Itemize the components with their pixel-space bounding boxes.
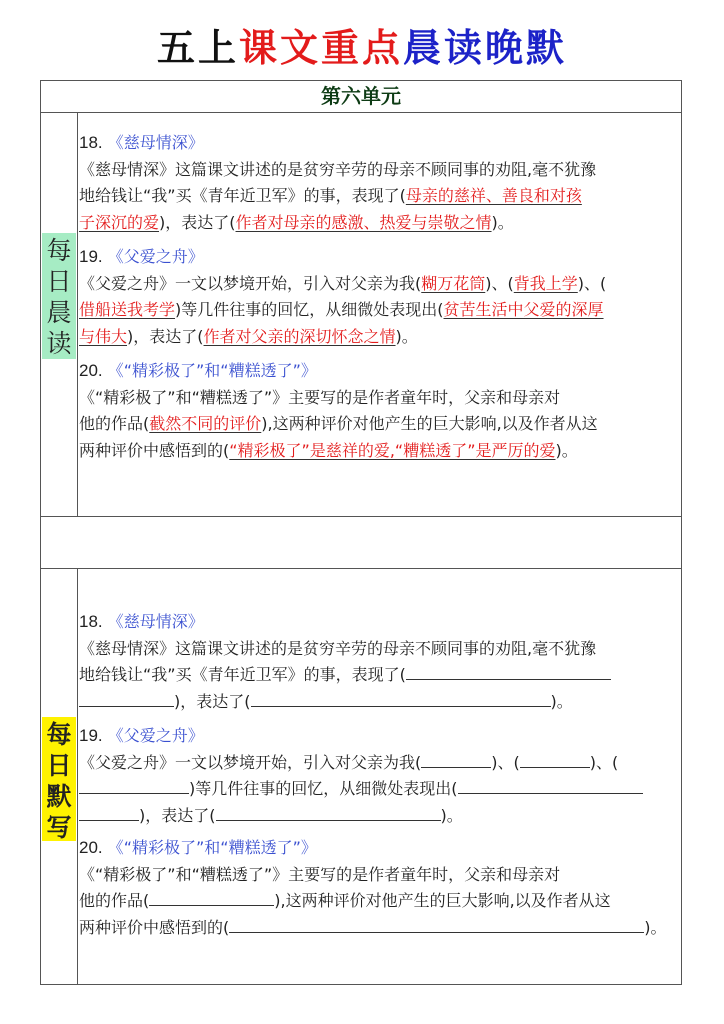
morning-reading-label: [42, 233, 76, 359]
unit-header: 第六单元: [41, 81, 681, 113]
body-text: )、(: [589, 752, 619, 772]
answer-text: 背我上学: [513, 273, 578, 293]
body-text: 他的作品(: [79, 414, 150, 433]
body-text: )。: [550, 691, 573, 711]
text-line: [79, 297, 675, 324]
body-text: )。: [644, 917, 667, 937]
body-text: 地给钱让“我”买《青年近卫军》的事，表现了(: [79, 665, 406, 684]
text-line: [79, 157, 675, 184]
fill-in-blank[interactable]: [79, 777, 189, 794]
fill-in-blank[interactable]: [458, 777, 643, 794]
title-schedule: 晨读晚默: [403, 25, 568, 70]
label-column: [41, 569, 78, 984]
lesson-heading: [79, 723, 675, 750]
lesson-item: [79, 130, 675, 236]
body-text: 《慈母情深》这篇课文讲述的是贫穷辛劳的母亲不顾同事的劝阻,毫不犹豫: [79, 638, 597, 658]
body-text: 他的作品(: [79, 891, 150, 910]
morning-reading-section: [41, 113, 681, 517]
lesson-item: [79, 835, 675, 941]
label-char: 日: [46, 267, 72, 296]
text-line: [79, 888, 675, 915]
label-char: 日: [46, 751, 72, 780]
label-char: 晨: [46, 298, 72, 327]
text-line: [79, 385, 675, 412]
body-text: 《“精彩极了”和“糟糕透了”》主要写的是作者童年时，父亲和母亲对: [79, 387, 561, 407]
body-text: )，表达了(: [159, 212, 236, 232]
body-text: 《“精彩极了”和“糟糕透了”》主要写的是作者童年时，父亲和母亲对: [79, 864, 561, 884]
text-line: [79, 183, 675, 210]
answer-text: 子深沉的爱: [79, 212, 160, 232]
answer-text: 母亲的慈祥、善良和对孩: [405, 186, 582, 205]
lesson-title: 《慈母情深》: [102, 612, 204, 631]
lesson-heading: [79, 609, 675, 636]
label-char: 读: [46, 329, 72, 358]
body-text: 《父爱之舟》一文以梦境开始，引入对父亲为我(: [79, 273, 422, 293]
text-line: [79, 636, 675, 663]
worksheet-table: [40, 80, 682, 985]
text-line: [79, 210, 675, 237]
label-char: 每: [46, 236, 72, 265]
text-line: [79, 438, 675, 465]
lesson-item: [79, 723, 675, 829]
fill-in-blank[interactable]: [421, 751, 491, 768]
label-char: 默: [46, 782, 72, 811]
lesson-number: 19.: [79, 726, 103, 745]
fill-in-blank[interactable]: [216, 804, 441, 821]
morning-reading-content: [79, 113, 681, 516]
text-line: [79, 662, 675, 689]
page-title: [0, 24, 724, 72]
body-text: )。: [395, 326, 418, 346]
body-text: )、(: [577, 273, 607, 293]
text-line: [79, 915, 675, 942]
body-text: )。: [491, 212, 514, 232]
title-grade: 五上: [156, 25, 239, 70]
body-text: )等几件往事的回忆，从细微处表现出(: [189, 779, 458, 798]
body-text: )，表达了(: [127, 326, 204, 346]
answer-text: 作者对母亲的感激、热爱与崇敬之情: [235, 212, 492, 232]
text-line: [79, 750, 675, 777]
body-text: )。: [440, 805, 463, 825]
body-text: ),这两种评价对他产生的巨大影响,以及作者从这: [261, 414, 598, 433]
body-text: 《慈母情深》这篇课文讲述的是贫穷辛劳的母亲不顾同事的劝阻,毫不犹豫: [79, 159, 597, 179]
lesson-title: 《慈母情深》: [102, 133, 204, 152]
body-text: )、(: [491, 752, 520, 772]
evening-dictation-label: [42, 717, 76, 841]
body-text: )，表达了(: [174, 691, 251, 711]
lesson-title: 《父爱之舟》: [102, 726, 204, 745]
lesson-number: 20.: [79, 838, 103, 857]
text-line: [79, 411, 675, 438]
spacer-row: [41, 517, 681, 569]
body-text: )。: [555, 440, 578, 460]
lesson-number: 18.: [79, 612, 103, 631]
evening-dictation-content: [79, 569, 681, 984]
lesson-heading: [79, 244, 675, 271]
title-focus: 课文重点: [238, 25, 403, 70]
text-line: [79, 862, 675, 889]
body-text: 两种评价中感悟到的(: [79, 440, 230, 460]
lesson-number: 19.: [79, 247, 103, 266]
lesson-heading: [79, 358, 675, 385]
body-text: )、(: [485, 273, 514, 293]
lesson-item: [79, 244, 675, 350]
text-line: [79, 324, 675, 351]
answer-text: 与伟大: [79, 326, 128, 346]
lesson-heading: [79, 130, 675, 157]
lesson-heading: [79, 835, 675, 862]
fill-in-blank[interactable]: [79, 690, 174, 707]
lesson-title: 《父爱之舟》: [102, 247, 204, 266]
text-line: [79, 803, 675, 830]
lesson-item: [79, 609, 675, 715]
label-column: [41, 113, 78, 516]
body-text: 《父爱之舟》一文以梦境开始，引入对父亲为我(: [79, 752, 422, 772]
fill-in-blank[interactable]: [229, 916, 644, 933]
lesson-number: 20.: [79, 361, 103, 380]
body-text: 地给钱让“我”买《青年近卫军》的事，表现了(: [79, 186, 406, 205]
body-text: )等几件往事的回忆，从细微处表现出(: [175, 300, 444, 319]
label-char: 每: [46, 720, 72, 749]
fill-in-blank[interactable]: [149, 889, 274, 906]
text-line: [79, 271, 675, 298]
body-text: ),这两种评价对他产生的巨大影响,以及作者从这: [274, 891, 611, 910]
lesson-item: [79, 358, 675, 464]
lesson-title: 《“精彩极了”和“糟糕透了”》: [102, 838, 317, 857]
lesson-title: 《“精彩极了”和“糟糕透了”》: [102, 361, 317, 380]
fill-in-blank[interactable]: [520, 751, 590, 768]
answer-text: 截然不同的评价: [149, 414, 262, 433]
answer-text: 作者对父亲的深切怀念之情: [203, 326, 396, 346]
lesson-number: 18.: [79, 133, 103, 152]
text-line: [79, 689, 675, 716]
body-text: )，表达了(: [139, 805, 216, 825]
answer-text: “精彩极了”是慈祥的爱,“糟糕透了”是严厉的爱: [229, 440, 556, 460]
fill-in-blank[interactable]: [406, 663, 611, 680]
evening-dictation-section: [41, 569, 681, 984]
fill-in-blank[interactable]: [251, 690, 551, 707]
label-char: 写: [46, 813, 72, 842]
body-text: 两种评价中感悟到的(: [79, 917, 230, 937]
answer-text: 借船送我考学: [79, 300, 176, 319]
text-line: [79, 776, 675, 803]
answer-text: 糊万花筒: [421, 273, 486, 293]
answer-text: 贫苦生活中父爱的深厚: [443, 300, 604, 319]
fill-in-blank[interactable]: [79, 804, 139, 821]
